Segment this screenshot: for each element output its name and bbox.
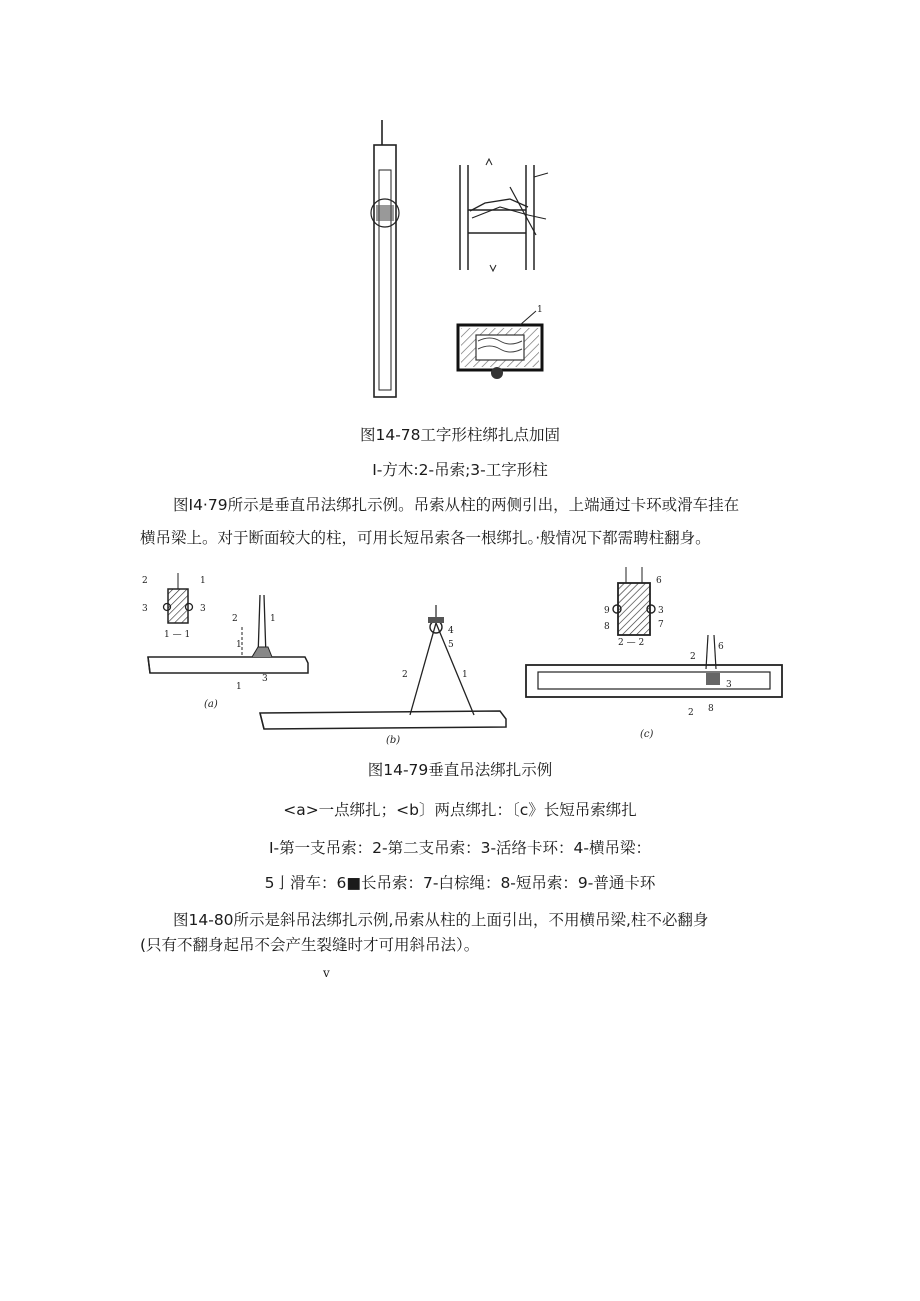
panel-c <box>526 567 782 740</box>
cross-section <box>458 305 543 379</box>
panel-b <box>260 605 506 746</box>
svg-text:8: 8 <box>604 622 610 632</box>
figure-14-78 <box>360 115 560 415</box>
binding-detail-elevation <box>460 159 548 271</box>
svg-text:4: 4 <box>448 626 454 636</box>
panel-b-label: (b) <box>386 735 401 746</box>
paragraph-2-line-1: 图14-80所示是斜吊法绑扎示例,吊索从柱的上面引出，不用横吊梁,柱不必翻身 <box>173 911 709 929</box>
svg-text:3: 3 <box>658 606 664 616</box>
paragraph-1-line-1: 图I4·79所示是垂直吊法绑扎示例。吊索从柱的两侧引出，上端通过卡环或滑车挂在 <box>173 496 740 514</box>
svg-text:2: 2 <box>232 614 238 624</box>
callout-1: 1 <box>537 305 543 315</box>
svg-text:5: 5 <box>448 640 454 650</box>
svg-text:1: 1 <box>236 640 242 650</box>
svg-text:6: 6 <box>718 642 724 652</box>
section-2-2: 2 — 2 <box>618 638 645 648</box>
figure-78-legend: I-方木:2-吊索;3-工字形柱 <box>372 461 548 479</box>
svg-text:7: 7 <box>658 620 664 630</box>
section-1-1: 1 — 1 <box>164 630 191 640</box>
figure-79-legend-line-1: I-第一支吊索：2-第二支吊索：3-活络卡环：4-横吊梁： <box>268 839 652 857</box>
figure-79-subcaption: <a>一点绑扎；<b〕两点绑扎：〔c》长短吊索绑扎 <box>283 801 637 819</box>
svg-text:6: 6 <box>656 576 662 586</box>
svg-text:8: 8 <box>708 704 714 714</box>
panel-a <box>142 573 308 710</box>
svg-text:9: 9 <box>604 606 610 616</box>
svg-text:3: 3 <box>200 604 206 614</box>
figure-14-79 <box>140 565 800 745</box>
svg-text:3: 3 <box>262 674 268 684</box>
svg-text:1: 1 <box>462 670 468 680</box>
svg-text:1: 1 <box>200 576 206 586</box>
paragraph-1-line-2: 横吊梁上。对于断面较大的柱，可用长短吊索各一根绑扎。·般情况下都需聘柱翻身。 <box>140 529 711 547</box>
svg-text:2: 2 <box>690 652 696 662</box>
figure-79-caption: 图14-79垂直吊法绑扎示例 <box>367 761 553 779</box>
panel-c-label: (c) <box>640 729 654 740</box>
svg-text:2: 2 <box>688 708 694 718</box>
panel-a-label: (a) <box>204 699 218 710</box>
svg-text:3: 3 <box>142 604 148 614</box>
svg-text:2: 2 <box>402 670 408 680</box>
footer-mark: v <box>323 966 330 980</box>
paragraph-2-line-2: (只有不翻身起吊不会产生裂缝时才可用斜吊法）。 <box>140 936 480 954</box>
svg-text:3: 3 <box>726 680 732 690</box>
i-column-elevation <box>371 120 399 397</box>
svg-text:2: 2 <box>142 576 148 586</box>
svg-text:1: 1 <box>236 682 242 692</box>
figure-78-caption: 图14-78工字形柱绑扎点加固 <box>359 426 561 444</box>
svg-text:1: 1 <box>270 614 276 624</box>
figure-79-legend-line-2: 5亅滑车：6■长吊索：7-白棕绳：8-短吊索：9-普通卡环 <box>264 874 656 892</box>
